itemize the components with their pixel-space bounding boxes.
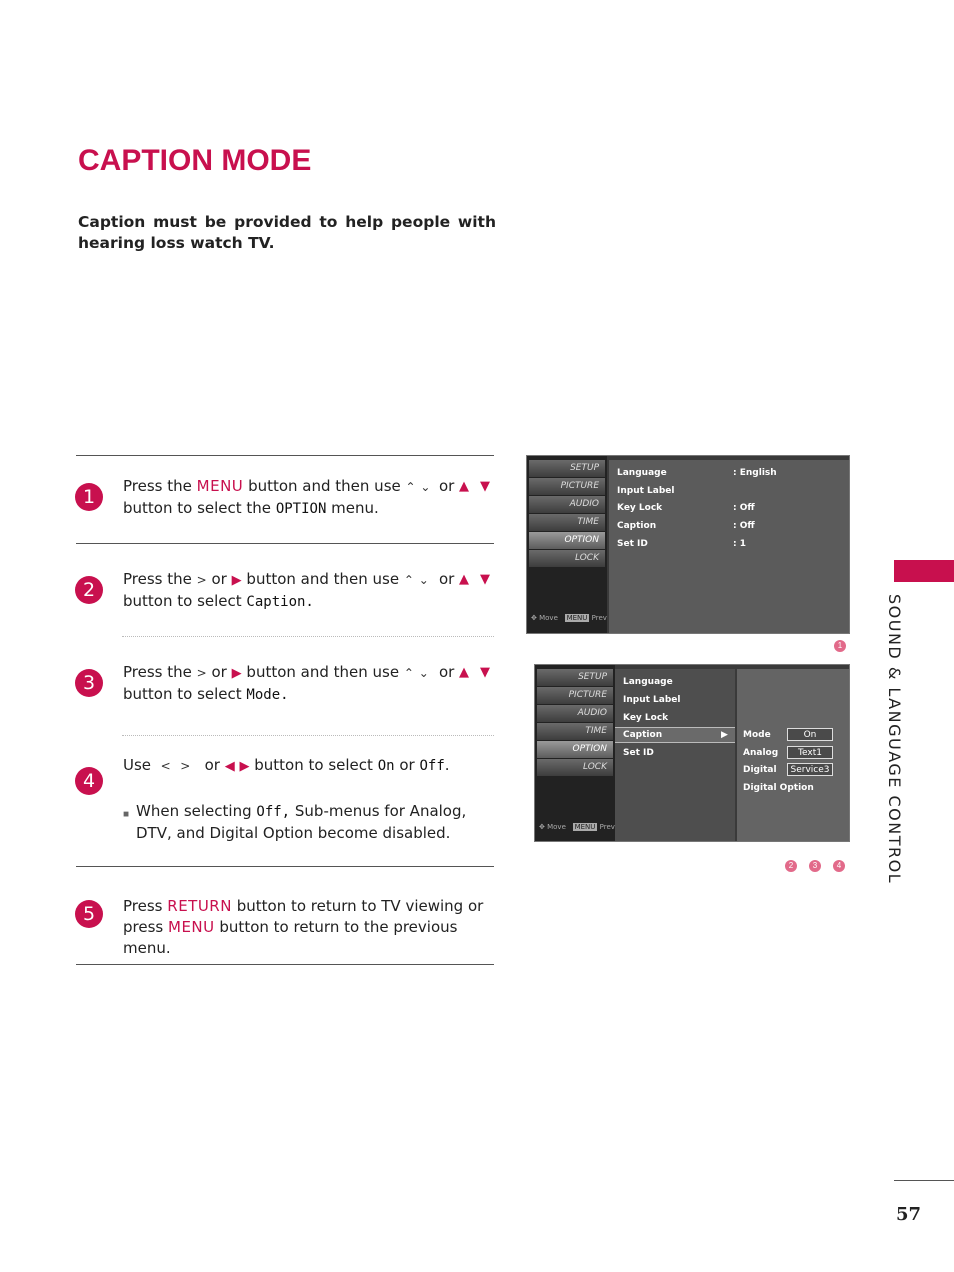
mode-key: Mode. bbox=[246, 687, 289, 703]
divider bbox=[76, 543, 494, 544]
mode-value[interactable]: On bbox=[787, 728, 833, 741]
footer-hint: ✥ Move MENU Prev bbox=[539, 823, 615, 831]
callout-badge: 4 bbox=[833, 860, 845, 872]
menu-item-picture[interactable]: PICTURE bbox=[537, 687, 613, 704]
up-chevron-icon: ⌃ bbox=[403, 573, 414, 587]
menu-key: MENU bbox=[196, 477, 244, 495]
dotted-divider bbox=[122, 735, 494, 736]
bullet-icon: ■ bbox=[123, 809, 130, 820]
down-arrow-icon: ▼ bbox=[480, 665, 490, 680]
menu-item-time[interactable]: TIME bbox=[537, 723, 613, 740]
menu-key: MENU bbox=[168, 918, 215, 936]
menu-item-time[interactable]: TIME bbox=[529, 514, 605, 531]
row-caption[interactable]: Caption bbox=[623, 730, 663, 740]
return-key: RETURN bbox=[167, 897, 232, 915]
option-key: OPTION bbox=[275, 501, 327, 517]
off-key: Off, bbox=[256, 804, 291, 820]
caption-value: : Off bbox=[733, 521, 755, 531]
row-key-lock[interactable]: Key Lock bbox=[617, 503, 663, 513]
step-5-text: Press RETURN button to return to TV viewing or press MENU button to return to the previous menu. bbox=[123, 897, 484, 957]
step-number: 2 bbox=[75, 576, 103, 604]
submenu-analog-label[interactable]: Analog bbox=[743, 748, 779, 758]
down-chevron-icon: ⌄ bbox=[420, 480, 431, 494]
up-chevron-icon: ⌃ bbox=[403, 666, 414, 680]
tv-screen-caption-submenu bbox=[534, 664, 850, 842]
menu-item-lock[interactable]: LOCK bbox=[529, 550, 605, 567]
menu-item-audio[interactable]: AUDIO bbox=[537, 705, 613, 722]
step-number: 5 bbox=[75, 900, 103, 928]
set-id-value: : 1 bbox=[733, 539, 746, 549]
row-language[interactable]: Language bbox=[623, 677, 673, 687]
footer-hint: ✥ Move MENU Prev bbox=[531, 614, 607, 622]
divider bbox=[76, 866, 494, 867]
caption-submenu bbox=[737, 669, 849, 841]
down-chevron-icon: ⌄ bbox=[418, 573, 429, 587]
up-chevron-icon: ⌃ bbox=[405, 480, 416, 494]
down-arrow-icon: ▼ bbox=[480, 572, 490, 587]
caption-key: Caption. bbox=[246, 594, 314, 610]
step-3-text: Press the > or ▶ button and then use ⌃ ⌄ or ▲ ▼ button to select Mode. bbox=[123, 663, 490, 703]
step-4-note: When selecting Off, Sub-menus for Analog, DTV, and Digital Option become disabled. bbox=[136, 802, 467, 842]
up-arrow-icon: ▲ bbox=[459, 572, 469, 587]
row-caption[interactable]: Caption bbox=[617, 521, 657, 531]
digital-value[interactable]: Service3 bbox=[787, 763, 833, 776]
row-input-label[interactable]: Input Label bbox=[617, 486, 675, 496]
on-key: On bbox=[377, 758, 395, 774]
down-chevron-icon: ⌄ bbox=[418, 666, 429, 680]
off-key: Off bbox=[419, 758, 445, 774]
row-key-lock[interactable]: Key Lock bbox=[623, 713, 669, 723]
menu-item-lock[interactable]: LOCK bbox=[537, 759, 613, 776]
main-menu bbox=[527, 456, 607, 633]
right-arrow-icon: ▶ bbox=[239, 759, 250, 774]
submenu-mode-label[interactable]: Mode bbox=[743, 730, 771, 740]
step-1-text: Press the MENU button and then use ⌃ ⌄ or ▲ ▼ button to select the OPTION menu. bbox=[123, 477, 490, 517]
row-set-id[interactable]: Set ID bbox=[623, 748, 654, 758]
submenu-digital-option-label[interactable]: Digital Option bbox=[743, 783, 814, 793]
section-tab bbox=[894, 560, 954, 582]
divider bbox=[76, 455, 494, 456]
callout-badge: 2 bbox=[785, 860, 797, 872]
right-chevron-icon: > bbox=[196, 573, 207, 587]
step-number: 3 bbox=[75, 669, 103, 697]
intro-text: Caption must be provided to help people with hearing loss watch TV. bbox=[78, 213, 496, 252]
option-panel bbox=[615, 669, 735, 841]
right-chevron-icon: > bbox=[180, 759, 191, 773]
language-value: : English bbox=[733, 468, 777, 478]
left-arrow-icon: ◀ bbox=[224, 759, 235, 774]
main-menu bbox=[535, 665, 615, 841]
step-number: 1 bbox=[75, 483, 103, 511]
page-number: 57 bbox=[896, 1204, 922, 1225]
step-4-text: Use < > or ◀ ▶ button to select On or Off. bbox=[123, 756, 450, 774]
menu-item-setup[interactable]: SETUP bbox=[537, 669, 613, 686]
menu-item-option[interactable]: OPTION bbox=[537, 741, 613, 758]
right-arrow-icon: ▶ bbox=[231, 573, 242, 588]
up-arrow-icon: ▲ bbox=[459, 479, 469, 494]
step-number: 4 bbox=[75, 767, 103, 795]
key-lock-value: : Off bbox=[733, 503, 755, 513]
option-panel bbox=[609, 460, 849, 633]
left-chevron-icon: < bbox=[160, 759, 171, 773]
menu-item-picture[interactable]: PICTURE bbox=[529, 478, 605, 495]
right-arrow-icon: ▶ bbox=[231, 666, 242, 681]
down-arrow-icon: ▼ bbox=[480, 479, 490, 494]
row-set-id[interactable]: Set ID bbox=[617, 539, 648, 549]
callout-badge: 1 bbox=[834, 640, 846, 652]
divider bbox=[76, 964, 494, 965]
analog-value[interactable]: Text1 bbox=[787, 746, 833, 759]
tv-screen-option-menu bbox=[526, 455, 850, 634]
page-title: CAPTION MODE bbox=[78, 144, 312, 177]
page-number-rule bbox=[894, 1180, 954, 1181]
submenu-digital-label[interactable]: Digital bbox=[743, 765, 777, 775]
menu-item-audio[interactable]: AUDIO bbox=[529, 496, 605, 513]
move-icon: ✥ bbox=[531, 614, 537, 622]
callout-badge: 3 bbox=[809, 860, 821, 872]
up-arrow-icon: ▲ bbox=[459, 665, 469, 680]
move-icon: ✥ bbox=[539, 823, 545, 831]
menu-item-option[interactable]: OPTION bbox=[529, 532, 605, 549]
right-chevron-icon: > bbox=[196, 666, 207, 680]
row-input-label[interactable]: Input Label bbox=[623, 695, 681, 705]
dotted-divider bbox=[122, 636, 494, 637]
step-2-text: Press the > or ▶ button and then use ⌃ ⌄ or ▲ ▼ button to select Caption. bbox=[123, 570, 490, 610]
section-label: SOUND & LANGUAGE CONTROL bbox=[885, 594, 904, 885]
menu-item-setup[interactable]: SETUP bbox=[529, 460, 605, 477]
right-arrow-icon: ▶ bbox=[721, 730, 728, 740]
row-language[interactable]: Language bbox=[617, 468, 667, 478]
